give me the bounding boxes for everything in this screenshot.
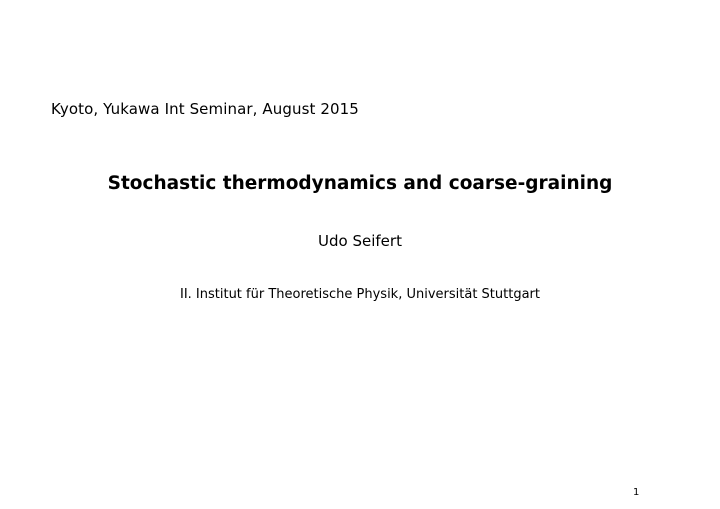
author-affiliation: II. Institut für Theoretische Physik, Universität Stuttgart	[179, 287, 540, 302]
page-number: 1	[633, 487, 640, 498]
presentation-title: Stochastic thermodynamics and coarse-graining	[107, 173, 613, 194]
author-name: Udo Seifert	[318, 232, 402, 250]
venue-line: Kyoto, Yukawa Int Seminar, August 2015	[51, 100, 359, 118]
